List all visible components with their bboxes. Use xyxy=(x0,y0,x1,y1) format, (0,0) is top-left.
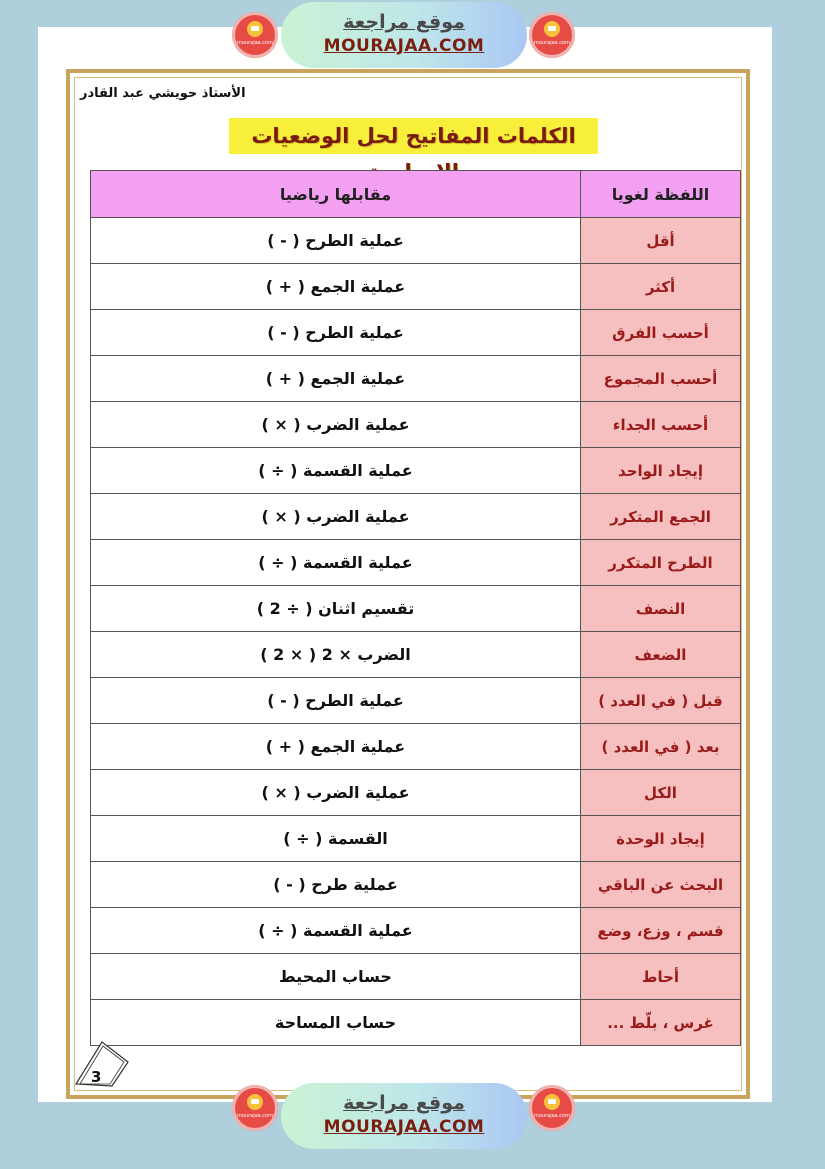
word-cell: أحسب الفرق xyxy=(581,310,741,356)
table-row xyxy=(91,632,741,678)
table-row xyxy=(91,356,741,402)
page-title: الكلمات المفاتيح لحل الوضعيات xyxy=(229,118,598,154)
math-cell: عملية الطرح ( - ) xyxy=(91,678,581,724)
word-cell: غرس ، بلّط ... xyxy=(581,1000,741,1046)
math-cell: عملية القسمة ( ÷ ) xyxy=(91,540,581,586)
table-row xyxy=(91,218,741,264)
math-cell: عملية الضرب ( × ) xyxy=(91,770,581,816)
site-logo-icon xyxy=(529,1085,575,1131)
word-cell: النصف xyxy=(581,586,741,632)
word-cell: قبل ( في العدد ) xyxy=(581,678,741,724)
table-row xyxy=(91,816,741,862)
table-row xyxy=(91,770,741,816)
math-cell: عملية الجمع ( + ) xyxy=(91,264,581,310)
math-cell: عملية الضرب ( × ) xyxy=(91,402,581,448)
site-logo-icon xyxy=(232,1085,278,1131)
word-cell: أحسب الجداء xyxy=(581,402,741,448)
site-banner-top[interactable] xyxy=(281,2,527,68)
word-cell: أقل xyxy=(581,218,741,264)
word-cell: البحث عن الباقي xyxy=(581,862,741,908)
table-row xyxy=(91,586,741,632)
site-logo-label: mourajaa.com xyxy=(533,1113,570,1119)
header-word: اللفظة لغويا xyxy=(581,171,741,218)
word-cell: الجمع المتكرر xyxy=(581,494,741,540)
table-row xyxy=(91,1000,741,1046)
header-math: مقابلها رياضيا xyxy=(91,171,581,218)
site-name-arabic: موقع مراجعة xyxy=(343,1092,465,1114)
table-row xyxy=(91,448,741,494)
site-logo-label: mourajaa.com xyxy=(533,40,570,46)
math-cell: القسمة ( ÷ ) xyxy=(91,816,581,862)
math-cell: عملية الطرح ( - ) xyxy=(91,310,581,356)
page-number: 3 xyxy=(91,1068,102,1086)
math-cell: عملية القسمة ( ÷ ) xyxy=(91,448,581,494)
table-row xyxy=(91,494,741,540)
author-name: الأستاذ حويشي عبد القادر xyxy=(80,86,246,101)
keywords-table xyxy=(90,170,741,1046)
site-name-latin: MOURAJAA.COM xyxy=(323,1117,485,1137)
table-row xyxy=(91,862,741,908)
math-cell: عملية القسمة ( ÷ ) xyxy=(91,908,581,954)
page-number-badge xyxy=(72,1040,130,1088)
word-cell: إيجاد الوحدة xyxy=(581,816,741,862)
table-row xyxy=(91,724,741,770)
site-logo-label: mourajaa.com xyxy=(236,1113,273,1119)
site-logo-label: mourajaa.com xyxy=(236,40,273,46)
math-cell: عملية الضرب ( × ) xyxy=(91,494,581,540)
table-row xyxy=(91,264,741,310)
math-cell: الضرب × 2 ( × 2 ) xyxy=(91,632,581,678)
table-header-row xyxy=(91,171,741,218)
math-cell: حساب المساحة xyxy=(91,1000,581,1046)
word-cell: إيجاد الواحد xyxy=(581,448,741,494)
math-cell: عملية الطرح ( - ) xyxy=(91,218,581,264)
site-name-arabic: موقع مراجعة xyxy=(343,11,465,33)
table-row xyxy=(91,908,741,954)
table-row xyxy=(91,310,741,356)
table-row xyxy=(91,540,741,586)
table-row xyxy=(91,402,741,448)
word-cell: أحاط xyxy=(581,954,741,1000)
math-cell: حساب المحيط xyxy=(91,954,581,1000)
table-row xyxy=(91,954,741,1000)
table-row xyxy=(91,678,741,724)
word-cell: الطرح المتكرر xyxy=(581,540,741,586)
site-banner-bottom[interactable] xyxy=(281,1083,527,1149)
site-logo-icon xyxy=(529,12,575,58)
math-cell: عملية الجمع ( + ) xyxy=(91,356,581,402)
word-cell: قسم ، وزع، وضع xyxy=(581,908,741,954)
word-cell: بعد ( في العدد ) xyxy=(581,724,741,770)
site-logo-icon xyxy=(232,12,278,58)
math-cell: عملية طرح ( - ) xyxy=(91,862,581,908)
math-cell: تقسيم اثنان ( ÷ 2 ) xyxy=(91,586,581,632)
word-cell: أحسب المجموع xyxy=(581,356,741,402)
math-cell: عملية الجمع ( + ) xyxy=(91,724,581,770)
word-cell: الضعف xyxy=(581,632,741,678)
word-cell: أكثر xyxy=(581,264,741,310)
site-name-latin: MOURAJAA.COM xyxy=(323,36,485,56)
word-cell: الكل xyxy=(581,770,741,816)
